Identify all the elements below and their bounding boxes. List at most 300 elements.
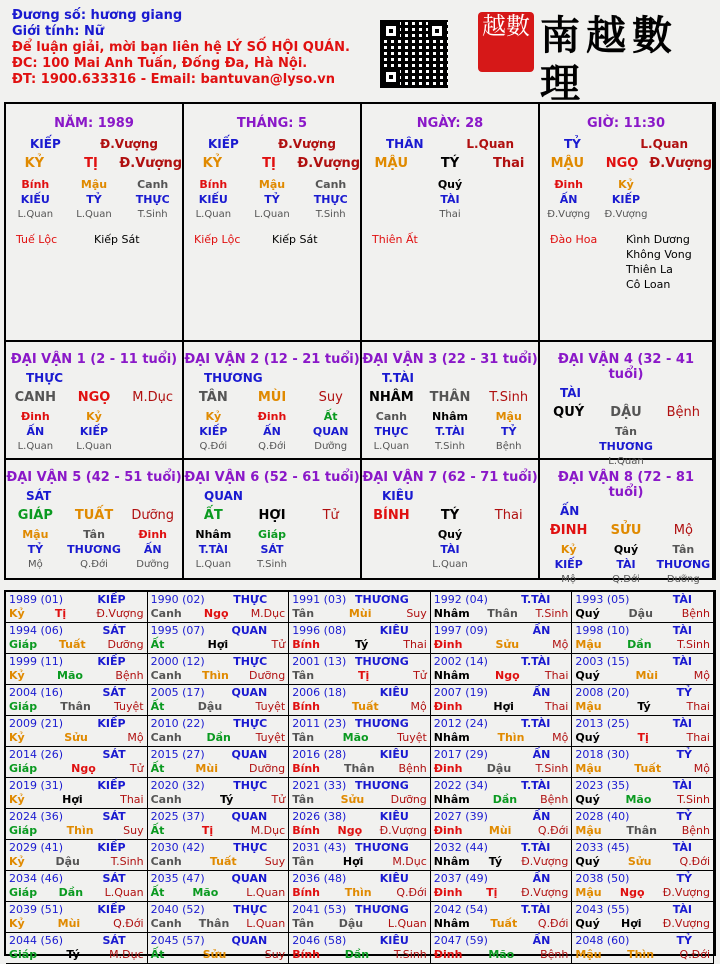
hidden-stem: Đinh: [21, 410, 50, 423]
pillar-hidden-gods: [184, 192, 360, 207]
year-god: THƯƠNG: [355, 717, 409, 730]
year-stem: Tân: [292, 793, 315, 806]
hidden-stage: Đ.Vượng: [547, 209, 591, 220]
hidden-stem: [479, 527, 538, 542]
dai-van-hidden-stems: [184, 527, 360, 542]
year-god: KIẾP: [97, 903, 126, 916]
year-branch: Mão: [342, 731, 369, 744]
year-branch: Sửu: [340, 793, 365, 806]
dai-van-branch: HỢI: [258, 508, 286, 523]
year-branch: Sửu: [64, 731, 88, 744]
year-cell: [289, 747, 431, 778]
year-cell-top: [575, 748, 710, 762]
year-god: SÁT: [102, 748, 126, 761]
dai-van-stem: ĐINH: [549, 523, 588, 538]
year-label: 2012 (24): [433, 717, 488, 730]
year-branch: Sửu: [495, 638, 520, 651]
year-cell: [289, 871, 431, 902]
year-stem: Canh: [150, 731, 182, 744]
contact-address: ĐC: 100 Mai Anh Tuấn, Đống Đa, Hà Nội.: [12, 56, 308, 71]
year-stage: Suy: [123, 824, 144, 837]
year-label: 2024 (36): [9, 810, 64, 823]
year-cell-top: [434, 717, 569, 731]
year-god: QUAN: [231, 934, 268, 947]
dai-van-stage: Tử: [322, 508, 339, 523]
pillar-hidden-stems: [184, 177, 360, 192]
hidden-stem: Tân: [83, 528, 105, 541]
year-stem: Mậu: [575, 762, 602, 775]
year-cell-top: [292, 934, 427, 948]
year-stem: Nhâm: [433, 731, 470, 744]
year-label: 2006 (18): [292, 686, 347, 699]
year-cell-top: [434, 903, 569, 917]
hidden-god: [540, 439, 597, 454]
year-stem: Đinh: [433, 886, 463, 899]
year-cell-top: [9, 748, 144, 762]
year-stem: Giáp: [9, 700, 38, 713]
year-branch: Thân: [343, 762, 375, 775]
year-label: 2019 (31): [9, 779, 64, 792]
year-god: ẤN: [532, 810, 551, 823]
year-cell-bottom: [434, 793, 569, 807]
hidden-god: [362, 192, 421, 207]
dai-van-stem-branch: [184, 508, 360, 523]
year-label: 2026 (38): [292, 810, 347, 823]
year-cell-bottom: [151, 731, 286, 745]
year-branch: Mùi: [635, 669, 659, 682]
year-god: KIÊU: [379, 748, 409, 761]
dai-van-god-name: THƯƠNG: [204, 371, 263, 385]
year-cell-top: [9, 717, 144, 731]
pillar-stars: [362, 232, 538, 247]
pillar-stars: [6, 232, 182, 247]
year-cell: [572, 809, 714, 840]
year-cell: [431, 685, 573, 716]
year-branch: Mão: [488, 948, 515, 961]
year-label: 2010 (22): [150, 717, 205, 730]
year-cell-bottom: [292, 607, 427, 621]
year-branch: Dậu: [55, 855, 80, 868]
year-branch: Tị: [201, 824, 214, 837]
dai-van-stem: QUÝ: [553, 405, 585, 420]
dai-van-hidden-stems: [540, 542, 712, 557]
hidden-stem: Quý: [437, 528, 463, 541]
dai-van-stem: TÂN: [198, 390, 228, 405]
dai-van-title: ĐẠI VẬN 5 (42 - 51 tuổi): [6, 470, 182, 485]
year-label: 2013 (25): [575, 717, 630, 730]
dai-van-stage: T.Sinh: [489, 390, 529, 405]
year-cell-bottom: [151, 669, 286, 683]
year-branch: Hợi: [493, 700, 514, 713]
year-cell-top: [151, 655, 286, 669]
year-branch: Ngọ: [71, 762, 96, 775]
pillar-branch-stage: Thai: [493, 156, 525, 171]
year-god: TỶ: [676, 810, 692, 823]
year-god: KIÊU: [379, 934, 409, 947]
year-cell: [572, 685, 714, 716]
hidden-stem: Canh: [315, 178, 347, 191]
dai-van-branch: MÙI: [257, 390, 287, 405]
year-label: 1991 (03): [292, 593, 347, 606]
year-cell: [572, 902, 714, 933]
year-stage: Dưỡng: [107, 638, 144, 651]
dai-van-8: [540, 460, 714, 585]
dai-van-stem-branch: [362, 508, 538, 523]
year-cell-bottom: [151, 638, 286, 652]
year-cell: [431, 716, 573, 747]
year-cell-top: [151, 686, 286, 700]
year-stage: Mộ: [410, 700, 427, 713]
dai-van-god: [184, 489, 360, 504]
year-stem: Kỷ: [9, 855, 25, 868]
year-cell: [572, 778, 714, 809]
year-cell: [431, 809, 573, 840]
year-stage: Q.Đới: [537, 824, 569, 837]
dai-van-hidden-stems: [6, 409, 182, 424]
year-label: 2042 (54): [433, 903, 488, 916]
year-cell: [572, 871, 714, 902]
year-cell-top: [434, 686, 569, 700]
dai-van-god-name: TÀI: [560, 386, 582, 400]
year-stem: Bính: [292, 886, 321, 899]
year-stage: Đ.Vượng: [96, 607, 144, 620]
year-stage: Tuyệt: [397, 731, 427, 744]
dai-van-stage: Thai: [494, 508, 523, 523]
year-cell-top: [9, 841, 144, 855]
dai-van-7: [362, 460, 540, 578]
year-god: TỶ: [676, 686, 692, 699]
pillar-stage: Đ.Vượng: [278, 137, 336, 151]
year-branch: Thân: [626, 824, 657, 837]
year-god: T.TÀI: [521, 717, 551, 730]
pillar-stem-branch: [540, 156, 712, 171]
year-god: KIẾP: [97, 593, 126, 606]
year-branch: Tý: [354, 638, 369, 651]
year-god: T.TÀI: [521, 903, 551, 916]
pillar-hidden-stages: [540, 207, 712, 222]
year-stage: Thai: [686, 731, 710, 744]
year-branch: Hợi: [621, 917, 642, 930]
hidden-god: SÁT: [260, 543, 284, 556]
year-branch: Thân: [487, 607, 518, 620]
hidden-stem: [655, 424, 712, 439]
dai-van-stage: Suy: [318, 390, 343, 405]
star-name: Cô Loan: [626, 278, 671, 291]
year-stem: Canh: [150, 855, 182, 868]
hidden-stage: [479, 207, 538, 222]
hidden-stem: Đinh: [257, 410, 287, 423]
year-god: KIẾP: [97, 779, 126, 792]
dai-van-hidden-stems: [362, 409, 538, 424]
year-branch: Tuất: [209, 855, 237, 868]
year-cell: [148, 871, 290, 902]
dai-van-stage: Mộ: [673, 523, 693, 538]
pillar-1: [6, 104, 184, 342]
hidden-stem: Mậu: [22, 528, 49, 541]
year-branch: Tuất: [634, 762, 662, 775]
year-stage: Tuyệt: [255, 700, 286, 713]
year-stage: Tử: [413, 669, 427, 682]
year-stage: Bệnh: [115, 669, 144, 682]
year-god: THƯƠNG: [355, 779, 409, 792]
hidden-god: ẤN: [143, 543, 162, 556]
year-cell: [148, 716, 290, 747]
year-stage: Q.Đới: [113, 917, 144, 930]
year-god: ẤN: [532, 686, 551, 699]
star-name: Kình Dương: [626, 233, 690, 246]
hidden-stage: Đ.Vượng: [604, 209, 648, 220]
hidden-stage: L.Quan: [17, 441, 54, 452]
year-stem: Tân: [292, 607, 315, 620]
year-god: TÀI: [672, 841, 692, 854]
year-stage: T.Sinh: [393, 948, 427, 961]
year-cell-top: [434, 841, 569, 855]
year-stem: Nhâm: [433, 855, 470, 868]
dai-van-hidden-gods: [362, 424, 538, 439]
year-cell: [431, 871, 573, 902]
year-label: 2023 (35): [575, 779, 630, 792]
year-cell-bottom: [434, 948, 569, 962]
year-stage: Mộ: [552, 731, 569, 744]
year-stage: T.Sinh: [535, 762, 569, 775]
hidden-god: T.TÀI: [198, 543, 228, 556]
year-stage: Suy: [406, 607, 427, 620]
year-label: 2032 (44): [433, 841, 488, 854]
dai-van-title: ĐẠI VẬN 6 (52 - 61 tuổi): [184, 470, 360, 485]
owner-gender: Giới tính: Nữ: [12, 24, 105, 39]
dai-van-hidden-stems: [6, 527, 182, 542]
year-god: THỰC: [233, 717, 268, 730]
year-god: TỶ: [676, 748, 692, 761]
hidden-stem: Canh: [375, 410, 407, 423]
year-stage: Q.Đới: [537, 917, 569, 930]
hidden-god: THỰC: [135, 193, 170, 206]
year-cell-bottom: [292, 855, 427, 869]
year-branch: Hợi: [62, 793, 83, 806]
year-label: 1997 (09): [433, 624, 488, 637]
year-stage: Bệnh: [681, 824, 710, 837]
year-stem: Kỷ: [9, 731, 25, 744]
dai-van-3: [362, 342, 540, 460]
year-cell: [289, 623, 431, 654]
hidden-stem: [362, 177, 421, 192]
year-cell-bottom: [151, 948, 286, 962]
year-stage: Bệnh: [681, 607, 710, 620]
year-stage: Tử: [129, 762, 144, 775]
pillar-branch-stage: Đ.Vượng: [297, 156, 361, 171]
year-cell-top: [292, 686, 427, 700]
qr-code-icon: [380, 20, 448, 88]
year-stem: Canh: [150, 793, 182, 806]
year-cell-top: [9, 593, 144, 607]
year-branch: Tị: [486, 886, 498, 899]
year-stem: Bính: [292, 948, 321, 961]
star-name: Thiên Ất: [372, 233, 418, 246]
hidden-stage: L.Quan: [195, 559, 232, 570]
year-branch: Dần: [492, 793, 518, 806]
year-cell-bottom: [151, 855, 286, 869]
pillar-title: NĂM: 1989: [54, 116, 134, 131]
hidden-stem: [362, 527, 421, 542]
contact-note: Để luận giải, mời bạn liên hệ LÝ SỐ HỘI QUÁN.: [12, 40, 350, 55]
dai-van-hidden-gods: [6, 424, 182, 439]
pillar-hidden-gods: [540, 192, 712, 207]
year-branch: Tý: [637, 700, 651, 713]
year-branch: Thìn: [201, 669, 229, 682]
year-stem: Đinh: [433, 762, 463, 775]
year-cell-top: [434, 934, 569, 948]
year-cell-top: [151, 903, 286, 917]
year-stage: Thai: [544, 669, 569, 682]
hidden-god: TÀI: [440, 543, 460, 556]
hidden-stage: Dưỡng: [314, 441, 348, 452]
year-branch: Thìn: [627, 948, 655, 961]
year-god: SÁT: [102, 810, 126, 823]
year-stem: Mậu: [575, 824, 602, 837]
year-stage: M.Dục: [392, 855, 427, 868]
year-cell-top: [575, 810, 710, 824]
year-god: TÀI: [672, 903, 692, 916]
year-label: 2038 (50): [575, 872, 630, 885]
star-name: Tuế Lộc: [16, 233, 58, 246]
year-god: THỰC: [233, 779, 268, 792]
dai-van-title: ĐẠI VẬN 4 (32 - 41 tuổi): [558, 352, 694, 382]
year-branch: Thân: [198, 917, 230, 930]
year-cell-top: [434, 810, 569, 824]
hidden-stem: Mậu: [258, 178, 286, 191]
year-stem: Đinh: [433, 638, 463, 651]
pillar-hidden-gods: [6, 192, 182, 207]
year-stem: Đinh: [433, 948, 463, 961]
year-stem: Kỷ: [9, 917, 25, 930]
year-branch: Mão: [192, 886, 219, 899]
year-branch: Hợi: [207, 638, 229, 651]
hidden-god: ẤN: [26, 425, 45, 438]
year-label: 2000 (12): [150, 655, 205, 668]
year-cell: [6, 623, 148, 654]
year-branch: Dần: [344, 948, 370, 961]
year-stem: Bính: [292, 824, 321, 837]
year-label: 2015 (27): [150, 748, 205, 761]
year-cell-bottom: [434, 700, 569, 714]
year-stem: Quý: [575, 793, 600, 806]
year-cell-bottom: [434, 731, 569, 745]
hidden-stage: L.Quan: [76, 441, 112, 452]
hidden-stage: [655, 207, 712, 222]
year-stage: T.Sinh: [677, 638, 710, 651]
pillar-title: THÁNG: 5: [236, 116, 308, 131]
year-stem: Ất: [150, 638, 165, 651]
year-cell-top: [575, 841, 710, 855]
pillar-branch: TỊ: [262, 156, 276, 171]
pillar-top-row: [184, 137, 360, 152]
dai-van-title: ĐẠI VẬN 3 (22 - 31 tuổi): [362, 352, 538, 367]
year-cell-bottom: [575, 638, 710, 652]
dai-van-hidden-stages: [184, 557, 360, 572]
hidden-stage: T.Sinh: [435, 441, 465, 452]
year-cell-top: [9, 686, 144, 700]
hidden-god: THỰC: [313, 193, 348, 206]
hidden-stage: Dưỡng: [666, 574, 700, 585]
year-label: 2028 (40): [575, 810, 630, 823]
year-stem: Nhâm: [433, 917, 470, 930]
year-cell: [6, 592, 148, 623]
year-stem: Tân: [292, 731, 315, 744]
dai-van-god-name: KIÊU: [382, 489, 414, 503]
year-cell: [148, 933, 290, 964]
year-stem: Nhâm: [433, 669, 470, 682]
hidden-stage: Q.Đới: [612, 574, 640, 585]
pillar-god: KIẾP: [208, 137, 239, 151]
year-stem: Quý: [575, 669, 600, 682]
pillar-stem-branch: [6, 156, 182, 171]
year-cell-top: [151, 779, 286, 793]
year-god: SÁT: [102, 934, 126, 947]
year-cell-bottom: [9, 793, 144, 807]
year-branch: Tý: [219, 793, 234, 806]
hidden-stage: Q.Đới: [199, 441, 228, 452]
year-stage: M.Dục: [109, 948, 144, 961]
dai-van-hidden-gods: [362, 542, 538, 557]
dai-van-god: [540, 504, 712, 519]
year-cell-top: [575, 655, 710, 669]
dai-van-hidden-stages: [6, 557, 182, 572]
hidden-god: TỶ: [86, 193, 102, 206]
year-god: SÁT: [102, 872, 126, 885]
star-name: Không Vong: [626, 248, 692, 261]
hidden-stem: Nhâm: [195, 528, 232, 541]
dai-van-god-name: SÁT: [26, 489, 52, 503]
year-stem: Bính: [292, 762, 321, 775]
year-label: 2007 (19): [433, 686, 488, 699]
year-label: 2048 (60): [575, 934, 630, 947]
year-label: 2014 (26): [9, 748, 64, 761]
year-cell-top: [151, 624, 286, 638]
year-god: THƯƠNG: [355, 903, 409, 916]
hidden-stage: Thai: [439, 209, 461, 220]
year-cell-bottom: [9, 917, 144, 931]
year-stem: Mậu: [575, 948, 602, 961]
year-label: 2033 (45): [575, 841, 630, 854]
year-cell-top: [151, 872, 286, 886]
year-stem: Bính: [292, 638, 321, 651]
year-cell-bottom: [434, 669, 569, 683]
star-name: Kiếp Sát: [94, 233, 140, 246]
dai-van-hidden-gods: [540, 439, 712, 454]
year-cell-bottom: [575, 917, 710, 931]
year-branch: Ngọ: [203, 607, 229, 620]
year-cell: [572, 592, 714, 623]
hidden-stage: Mộ: [561, 574, 577, 585]
year-stage: Mộ: [693, 762, 710, 775]
year-cell-top: [151, 593, 286, 607]
year-stem: Quý: [575, 917, 600, 930]
hidden-god: TÀI: [616, 558, 636, 571]
year-stage: M.Dục: [250, 607, 286, 620]
year-branch: Sửu: [202, 948, 227, 961]
hidden-stage: [479, 557, 538, 572]
year-label: 2030 (42): [150, 841, 205, 854]
year-cell: [148, 778, 290, 809]
year-cell: [148, 654, 290, 685]
hidden-god: KIẾU: [20, 193, 50, 206]
year-cell-top: [151, 748, 286, 762]
pillar-hidden-gods: [362, 192, 538, 207]
year-cell: [572, 623, 714, 654]
year-god: T.TÀI: [521, 593, 551, 606]
dai-van-hidden-gods: [540, 557, 712, 572]
year-branch: Tý: [488, 855, 503, 868]
